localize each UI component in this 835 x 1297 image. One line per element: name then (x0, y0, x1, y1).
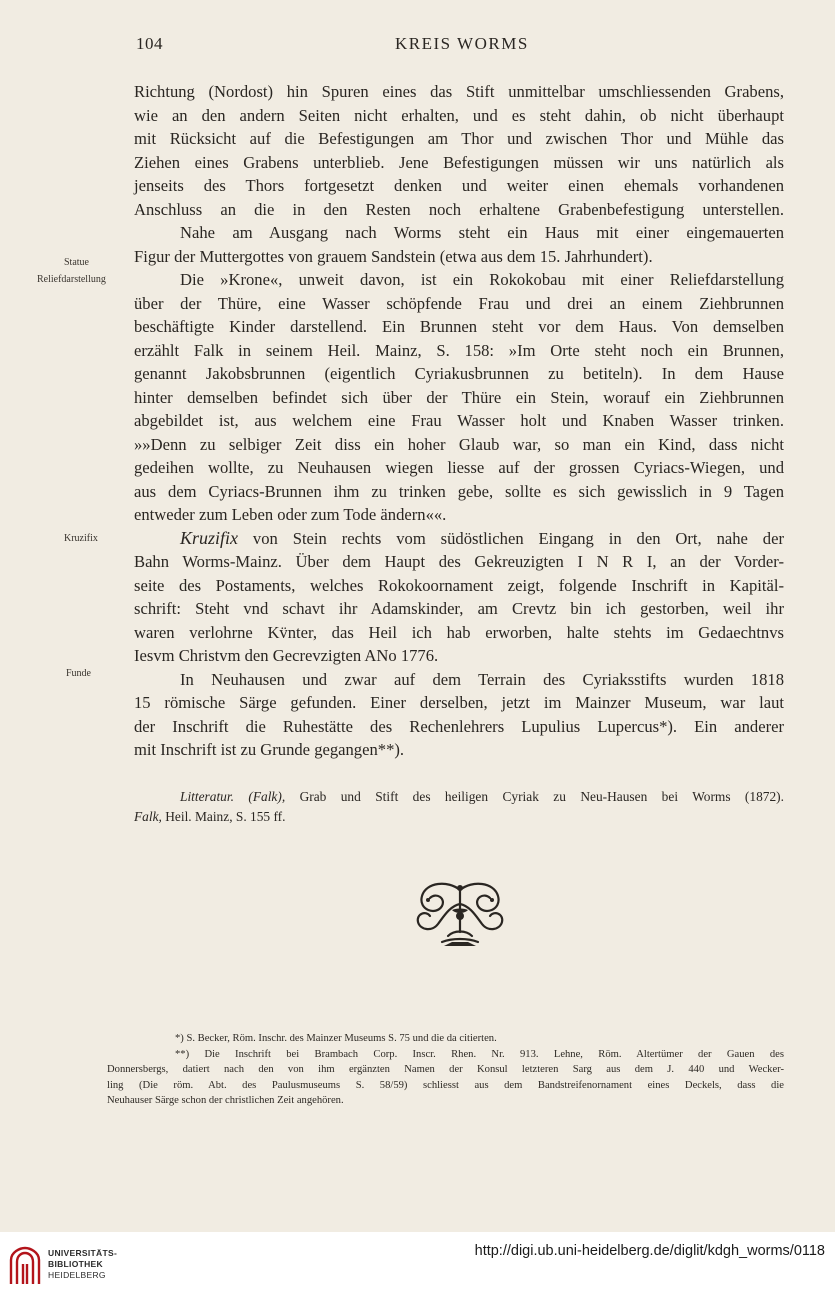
text-line: wie an den andern Seiten nicht erhalten, und es steht dahin, ob nicht überhaupt (134, 105, 784, 125)
running-head (0, 34, 835, 58)
text-line: hinter demselben befindet sich über der Thüre ein Stein, worauf ein Ziehbrunnen (134, 387, 784, 407)
text-line: Ziehen eines Grabens unterblieb. Jene Befestigungen müssen wir uns natürlich als (134, 152, 784, 172)
text-line: mit Inschrift ist zu Grunde gegangen**). (134, 740, 405, 759)
paragraph-statue (134, 221, 784, 268)
text-fragment: von Stein rechts vom südöstlichen Eingang in den Ort, nahe der (238, 528, 784, 548)
footnotes (107, 1031, 784, 1109)
text-line: genannt Jakobsbrunnen (eigentlich Cyriakusbrunnen zu betiteln). In dem Hause (134, 364, 784, 383)
text-line: über der Thüre, eine Wasser schöpfende Frau und drei an einem Ziehbrunnen (134, 293, 784, 313)
paragraph-krone (134, 268, 784, 527)
ornament-vignette (408, 880, 512, 950)
text-line: Richtung (Nordost) hin Spuren eines das Stift unmittelbar umschliessenden Grabens, (134, 82, 784, 101)
body-text (134, 80, 784, 762)
footnote-line: Donnersbergs, datiert nach den von ihm ergänzten Namen der Konsul letzteren Sarg aus dem J. 440 und Wecker- (107, 1064, 784, 1075)
kruzifix-heading: Kruzifix (180, 527, 239, 548)
text-line: Die »Krone«, unweit davon, ist ein Rokokobau mit einer Reliefdarstellung (180, 270, 784, 289)
text-line: gedeihen wollte, zu Neuhausen wiegen liesse auf der grossen Cyriacs-Wiegen, und (134, 458, 784, 477)
library-name-line: HEIDELBERG (48, 1270, 106, 1280)
text-line: Figur der Muttergottes von grauem Sandstein (etwa aus dem 15. Jahrhundert). (134, 246, 653, 266)
text-line: Iesvm Christvm den Gecrevzigten ANo 1776. (134, 646, 439, 665)
text-line: 15 römische Särge gefunden. Einer derselben, jetzt im Mainzer Museum, war laut (134, 693, 784, 712)
paragraph-funde (134, 668, 784, 762)
literature (134, 787, 784, 827)
footnote-2: **) Die Inschrift bei Brambach Corp. Inscr. Rhen. Nr. 913. Lehne, Röm. Altertümer der Gauen des (175, 1048, 784, 1060)
footnote-line: Neuhauser Särge schon der christlichen Zeit angehören. (107, 1095, 344, 1106)
literature-label: Litteratur. (180, 789, 234, 804)
text-line: In Neuhausen und zwar auf dem Terrain des Cyriaksstifts wurden 1818 (180, 669, 784, 689)
text-line: Nahe am Ausgang nach Worms steht ein Haus mit einer eingemauerten (180, 223, 784, 242)
literature-author: Falk, (134, 809, 162, 824)
text-line: der Inschrift die Ruhestätte des Rechenlehrers Lupulius Lupercus*). Ein anderer (134, 716, 784, 736)
library-name-line: BIBLIOTHEK (48, 1259, 103, 1269)
text-line (134, 527, 784, 551)
text-line: seite des Postaments, welches Rokokoornament zeigt, folgende Inschrift in Kapitäl- (134, 575, 784, 595)
margin-note-kruzifix: Kruzifix (64, 533, 98, 544)
margin-note-reliefdarstellung: Reliefdarstellung (37, 274, 106, 285)
margin-note-statue: Statue (64, 257, 89, 268)
text-line: entweder zum Leben oder zum Tode ändern««. (134, 505, 447, 524)
text-line: »»Denn zu selbiger Zeit diss ein hoher Glaub war, so man ein Kind, dass nicht (134, 434, 784, 454)
library-name (48, 1248, 117, 1281)
text-line: aus dem Cyriacs-Brunnen ihm zu trinken gebe, sollte es sich gewisslich in 9 Tagen (134, 481, 784, 501)
literature-line (134, 809, 286, 824)
text-line: schrift: Steht vnd schavt ihr Adamskinder, am Crevtz bin ich gestorben, weil ihr (134, 599, 784, 618)
margin-note-funde: Funde (66, 668, 91, 679)
literature-title: Heil. Mainz, S. 155 ff. (161, 809, 286, 824)
footnote-1: *) S. Becker, Röm. Inschr. des Mainzer Museums S. 75 und die da citierten. (175, 1033, 497, 1044)
page-number: 104 (136, 34, 163, 53)
footnote-line: ling (Die röm. Abt. des Paulusmuseums S. 58/59) schliesst aus dem Bandstreifenornament eines Deckels, dass die (107, 1079, 784, 1091)
paragraph-kruzifix (134, 527, 784, 668)
literature-line (134, 787, 784, 807)
footer-bar (0, 1232, 835, 1297)
text-line: waren verlohrne Kv̈nter, das Heil ich hab erworben, halte stehts im Gedaechtnvs (134, 622, 784, 642)
text-line: jenseits des Thors fortgesetzt denken und weiter einen ehemals vorhandenen (134, 176, 784, 195)
text-line: Anschluss an die in den Resten noch erhaltene Grabenbefestigung unterstellen. (134, 199, 784, 219)
source-url-link[interactable]: http://digi.ub.uni-heidelberg.de/diglit/kdgh_worms/0118 (474, 1243, 825, 1259)
text-line: mit Rücksicht auf die Befestigungen am Thor und zwischen Thor und Mühle das (134, 129, 784, 148)
literature-title: Grab und Stift des heiligen Cyriak zu Neu-Hausen bei Worms (1872). (285, 789, 784, 804)
text-line: erzählt Falk in seinem Heil. Mainz, S. 158: »Im Orte steht noch ein Brunnen, (134, 340, 784, 360)
text-line: abgebildet ist, aus welchem eine Frau Wasser holt und Knaben Wasser trinken. (134, 411, 784, 430)
text-line: beschäftigte Kinder darstellend. Ein Brunnen steht vor dem Haus. Von demselben (134, 317, 784, 336)
literature-author: (Falk), (248, 789, 286, 804)
text-line: Bahn Worms-Mainz. Über dem Haupt des Gekreuzigten I N R I, an der Vorder- (134, 552, 784, 571)
library-name-line: UNIVERSITÄTS- (48, 1248, 118, 1258)
header-title: KREIS WORMS (395, 34, 529, 53)
paragraph-graben (134, 80, 784, 221)
university-library-logo-icon[interactable] (8, 1246, 42, 1286)
